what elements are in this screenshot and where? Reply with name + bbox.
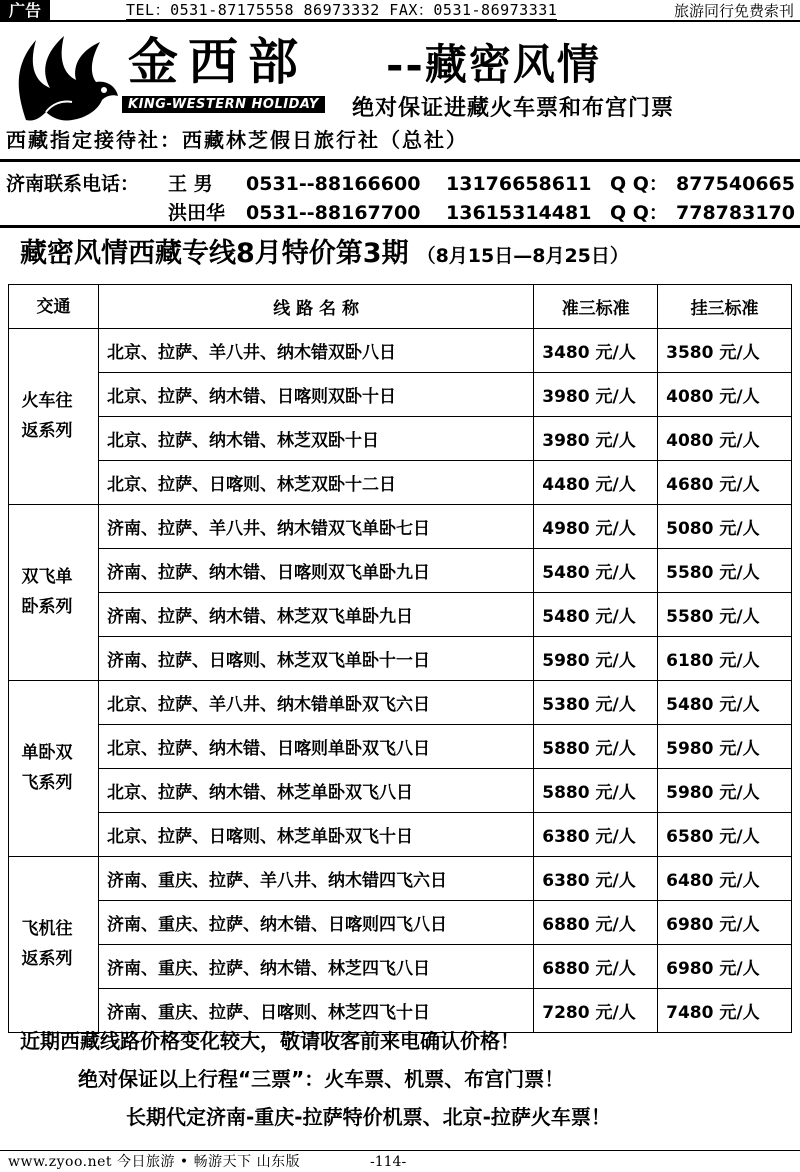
free-copy-notice: 旅游同行免费索刊 <box>673 2 794 20</box>
table-row <box>9 681 792 725</box>
table-row <box>9 373 792 417</box>
route-cell: 济南、重庆、拉萨、羊八井、纳木错四飞六日 <box>98 857 533 901</box>
price-standard: 4980 元/人 <box>534 505 658 549</box>
route-cell: 济南、拉萨、日喀则、林芝双飞单卧十一日 <box>98 637 533 681</box>
category-label: 飞机往返系列 <box>21 918 73 969</box>
price-superior: 5980 元/人 <box>658 725 792 769</box>
ad-tag: 广告 <box>0 0 50 22</box>
contact-mobile: 13615314481 <box>446 202 592 224</box>
price-superior: 6180 元/人 <box>658 637 792 681</box>
designated-agency: 西藏指定接待社：西藏林芝假日旅行社（总社） <box>6 128 468 152</box>
table-row <box>9 593 792 637</box>
contact-phone: 0531--88167700 <box>246 202 421 224</box>
category-cell <box>9 857 99 1033</box>
price-superior: 4680 元/人 <box>658 461 792 505</box>
price-standard: 3480 元/人 <box>534 329 658 373</box>
notice-line: 长期代定济南-重庆-拉萨特价机票、北京-拉萨火车票！ <box>126 1105 611 1129</box>
footer-publication: www.zyoo.net 今日旅游 • 畅游天下 山东版 <box>8 1154 301 1170</box>
route-cell: 北京、拉萨、纳木错、日喀则单卧双飞八日 <box>98 725 533 769</box>
contact-phone: 0531--88166600 <box>246 173 421 195</box>
table-row <box>9 461 792 505</box>
price-table <box>8 284 792 1033</box>
table-row <box>9 637 792 681</box>
qq-label: Q Q： <box>610 202 668 224</box>
contact-qq: 877540665 <box>676 173 795 195</box>
price-standard: 6380 元/人 <box>534 857 658 901</box>
price-standard: 5480 元/人 <box>534 593 658 637</box>
route-cell: 北京、拉萨、日喀则、林芝单卧双飞十日 <box>98 813 533 857</box>
price-superior: 5580 元/人 <box>658 593 792 637</box>
price-standard: 4480 元/人 <box>534 461 658 505</box>
price-superior: 5080 元/人 <box>658 505 792 549</box>
col-header-superior: 挂三标准 <box>658 285 792 329</box>
page-number: -114- <box>370 1154 407 1170</box>
price-standard: 6380 元/人 <box>534 813 658 857</box>
price-standard: 3980 元/人 <box>534 417 658 461</box>
price-standard: 5980 元/人 <box>534 637 658 681</box>
price-standard: 7280 元/人 <box>534 989 658 1033</box>
category-label: 火车往返系列 <box>21 390 73 441</box>
special-offer-title <box>20 236 629 274</box>
contact-mobile: 13176658611 <box>446 173 592 195</box>
price-superior: 6480 元/人 <box>658 857 792 901</box>
title-main: 藏密风情西藏专线8月特价第3期 <box>20 238 409 269</box>
price-superior: 6980 元/人 <box>658 945 792 989</box>
qq-label: Q Q： <box>610 173 668 195</box>
contact-name: 洪田华 <box>168 202 226 224</box>
price-superior: 5480 元/人 <box>658 681 792 725</box>
category-cell <box>9 329 99 505</box>
brand-name-cn: 金西部 <box>128 32 308 91</box>
page-footer <box>0 1150 800 1172</box>
price-superior: 4080 元/人 <box>658 417 792 461</box>
price-standard: 5880 元/人 <box>534 725 658 769</box>
contact-qq: 778783170 <box>676 202 795 224</box>
price-standard: 5880 元/人 <box>534 769 658 813</box>
ticket-guarantee: 绝对保证进藏火车票和布宫门票 <box>352 95 675 121</box>
route-cell: 济南、拉萨、羊八井、纳木错双飞单卧七日 <box>98 505 533 549</box>
route-cell: 北京、拉萨、纳木错、林芝双卧十日 <box>98 417 533 461</box>
top-bar <box>0 0 800 22</box>
contact-name: 王 男 <box>168 173 213 195</box>
table-row <box>9 857 792 901</box>
price-standard: 5480 元/人 <box>534 549 658 593</box>
table-row <box>9 813 792 857</box>
route-cell: 北京、拉萨、日喀则、林芝双卧十二日 <box>98 461 533 505</box>
brand-name-en: KING-WESTERN HOLIDAY <box>122 96 325 113</box>
contact-label: 济南联系电话： <box>6 173 140 195</box>
table-row <box>9 901 792 945</box>
col-header-route: 线 路 名 称 <box>98 285 533 329</box>
category-cell <box>9 681 99 857</box>
price-superior: 5580 元/人 <box>658 549 792 593</box>
price-standard: 6880 元/人 <box>534 901 658 945</box>
price-superior: 5980 元/人 <box>658 769 792 813</box>
category-label: 双飞单卧系列 <box>21 566 73 617</box>
route-cell: 济南、重庆、拉萨、日喀则、林芝四飞十日 <box>98 989 533 1033</box>
price-standard: 5380 元/人 <box>534 681 658 725</box>
brand-slogan: --藏密风情 <box>386 40 601 89</box>
table-row <box>9 725 792 769</box>
brand-header <box>0 24 800 162</box>
price-superior: 4080 元/人 <box>658 373 792 417</box>
col-header-transport: 交通 <box>9 285 99 329</box>
route-cell: 济南、重庆、拉萨、纳木错、林芝四飞八日 <box>98 945 533 989</box>
notice-line: 近期西藏线路价格变化较大，敬请收客前来电确认价格！ <box>20 1029 520 1053</box>
route-cell: 北京、拉萨、纳木错、日喀则双卧十日 <box>98 373 533 417</box>
route-cell: 济南、拉萨、纳木错、林芝双飞单卧九日 <box>98 593 533 637</box>
top-contact-line: TEL：0531-87175558 86973332 FAX：0531-86973331 <box>126 1 558 19</box>
table-header-row <box>9 285 792 329</box>
col-header-standard: 准三标准 <box>534 285 658 329</box>
route-cell: 济南、拉萨、纳木错、日喀则双飞单卧九日 <box>98 549 533 593</box>
price-superior: 6580 元/人 <box>658 813 792 857</box>
category-label: 单卧双飞系列 <box>21 742 73 793</box>
title-period: （8月15日—8月25日） <box>416 245 629 267</box>
route-cell: 北京、拉萨、羊八井、纳木错单卧双飞六日 <box>98 681 533 725</box>
eagle-logo-icon <box>6 30 124 130</box>
price-superior: 6980 元/人 <box>658 901 792 945</box>
table-row <box>9 769 792 813</box>
price-superior: 7480 元/人 <box>658 989 792 1033</box>
table-row <box>9 945 792 989</box>
route-cell: 济南、重庆、拉萨、纳木错、日喀则四飞八日 <box>98 901 533 945</box>
table-row <box>9 505 792 549</box>
table-row <box>9 549 792 593</box>
route-cell: 北京、拉萨、纳木错、林芝单卧双飞八日 <box>98 769 533 813</box>
price-superior: 3580 元/人 <box>658 329 792 373</box>
route-cell: 北京、拉萨、羊八井、纳木错双卧八日 <box>98 329 533 373</box>
contact-row <box>0 170 800 198</box>
contact-block <box>0 166 800 228</box>
table-row <box>9 329 792 373</box>
contact-row <box>0 199 800 227</box>
table-row <box>9 417 792 461</box>
notice-line: 绝对保证以上行程“三票”：火车票、机票、布宫门票！ <box>78 1067 565 1091</box>
price-standard: 6880 元/人 <box>534 945 658 989</box>
category-cell <box>9 505 99 681</box>
price-standard: 3980 元/人 <box>534 373 658 417</box>
